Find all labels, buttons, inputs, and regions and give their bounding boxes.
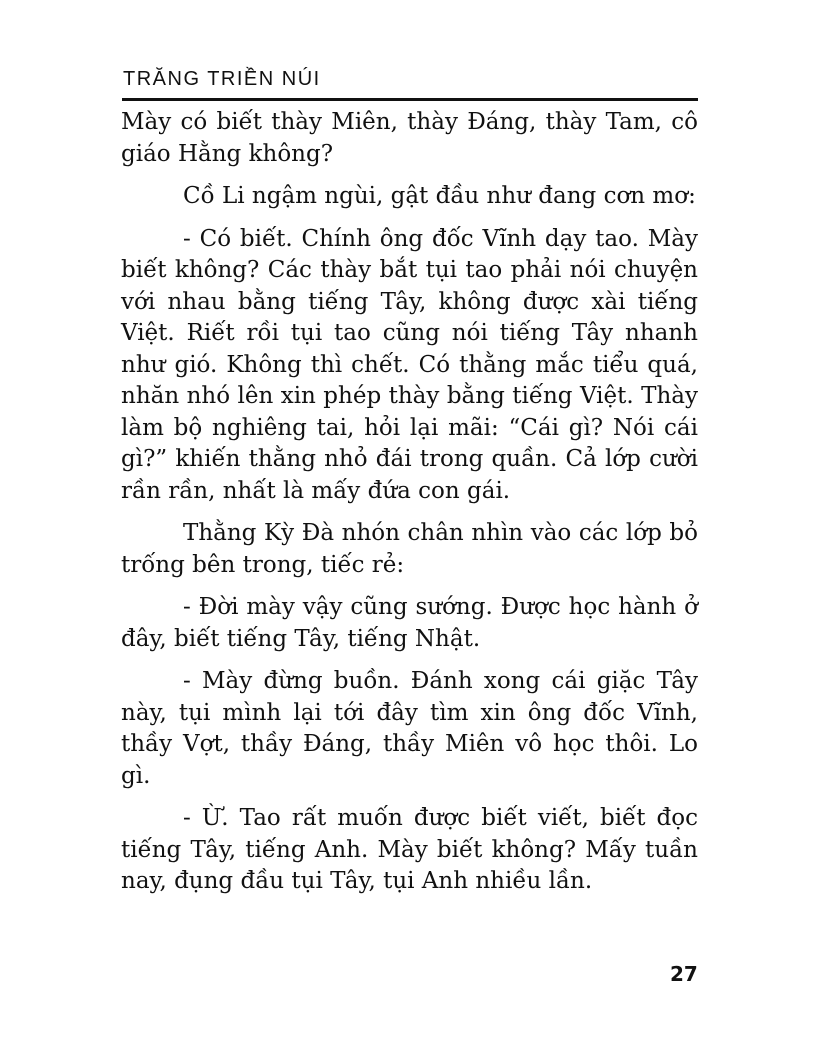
body-text	[121, 107, 698, 909]
page-number: 27	[670, 962, 698, 986]
header-rule	[122, 98, 698, 101]
paragraph: Mày có biết thày Miên, thày Đáng, thày Tam, cô giáo Hằng không?	[121, 109, 698, 167]
paragraph: Thằng Kỳ Đà nhón chân nhìn vào các lớp bỏ trống bên trong, tiếc rẻ:	[121, 520, 698, 578]
paragraph: - Ừ. Tao rất muốn được biết viết, biết đọc tiếng Tây, tiếng Anh. Mày biết không? Mấy tuần nay, đụng đầu tụi Tây, tụi Anh nhiều lần.	[121, 805, 698, 894]
running-header: TRĂNG TRIỀN NÚI	[123, 68, 321, 90]
paragraph: - Mày đừng buồn. Đánh xong cái giặc Tây này, tụi mình lại tới đây tìm xin ông đốc Vĩnh, thầy Vợt, thầy Đáng, thầy Miên vô học thôi. Lo gì.	[121, 668, 698, 789]
paragraph: - Đời mày vậy cũng sướng. Được học hành ở đây, biết tiếng Tây, tiếng Nhật.	[121, 594, 698, 652]
paragraph: - Có biết. Chính ông đốc Vĩnh dạy tao. Mày biết không? Các thày bắt tụi tao phải nói chuyện với nhau bằng tiếng Tây, không được xài tiếng Việt. Riết rồi tụi tao cũng nói tiếng Tây nhanh như gió. Không thì chết. Có thằng mắc tiểu quá, nhăn nhó lên xin phép thày bằng tiếng Việt. Thày làm bộ nghiêng tai, hỏi lại mãi: “Cái gì? Nói cái gì?” khiến thằng nhỏ đái trong quần. Cả lớp cười rần rần, nhất là mấy đứa con gái.	[121, 225, 698, 504]
paragraph: Cồ Li ngậm ngùi, gật đầu như đang cơn mơ:	[183, 183, 696, 209]
